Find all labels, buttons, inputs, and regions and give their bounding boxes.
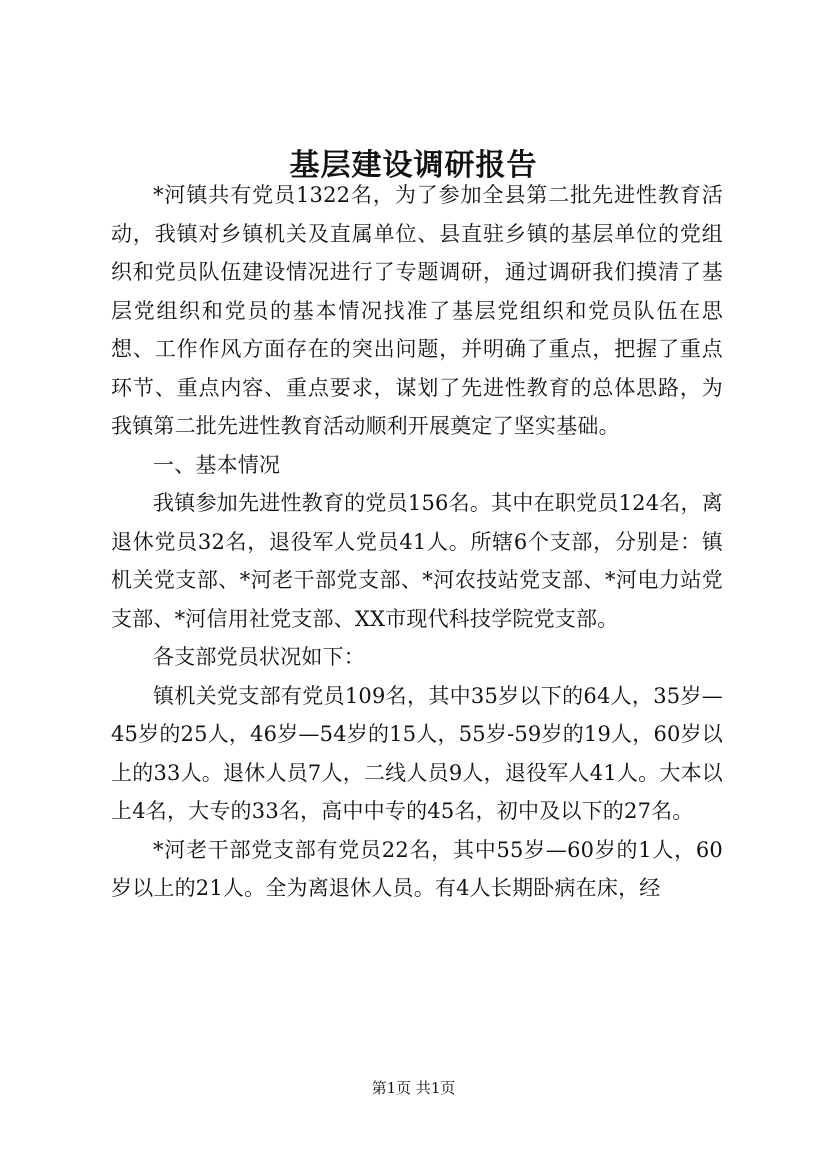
paragraph-town-office-branch: 镇机关党支部有党员109名，其中35岁以下的64人，35岁—45岁的25人，46岁—54岁的15人，55岁-59岁的19人，60岁以上的33人。退休人员7人，二线人员9人，退役军人41人。大本以上4名，大专的33名，高中中专的45名，初中及以下的27名。 xyxy=(111,683,723,823)
paragraph-party-members-overview: 我镇参加先进性教育的党员156名。其中在职党员124名，离退休党员32名，退役军人党员41人。所辖6个支部，分别是：镇机关党支部、*河老干部党支部、*河农技站党支部、*河电力站党支部、*河信用社党支部、XX市现代科技学院党支部。 xyxy=(111,491,723,631)
document-title: 基层建设调研报告 xyxy=(289,148,538,183)
paragraph-intro: *河镇共有党员1322名，为了参加全县第二批先进性教育活动，我镇对乡镇机关及直属单位、县直驻乡镇的基层单位的党组织和党员队伍建设情况进行了专题调研，通过调研我们摸清了基层党组织和党员的基本情况找准了基层党组织和党员队伍在思想、工作作风方面存在的突出问题，并明确了重点，把握了重点环节、重点内容、重点要求，谋划了先进性教育的总体思路，为我镇第二批先进性教育活动顺利开展奠定了坚实基础。 xyxy=(111,183,723,438)
section-heading-basic-situation: 一、基本情况 xyxy=(153,452,281,477)
document-body xyxy=(111,176,723,908)
paragraph-branch-status-intro: 各支部党员状况如下： xyxy=(153,645,365,669)
page-footer: 第1页 共1页 xyxy=(371,1079,456,1097)
paragraph-veteran-cadre-branch: *河老干部党支部有党员22名，其中55岁—60岁的1人，60岁以上的21人。全为离退休人员。有4人长期卧病在床，经 xyxy=(111,837,723,900)
